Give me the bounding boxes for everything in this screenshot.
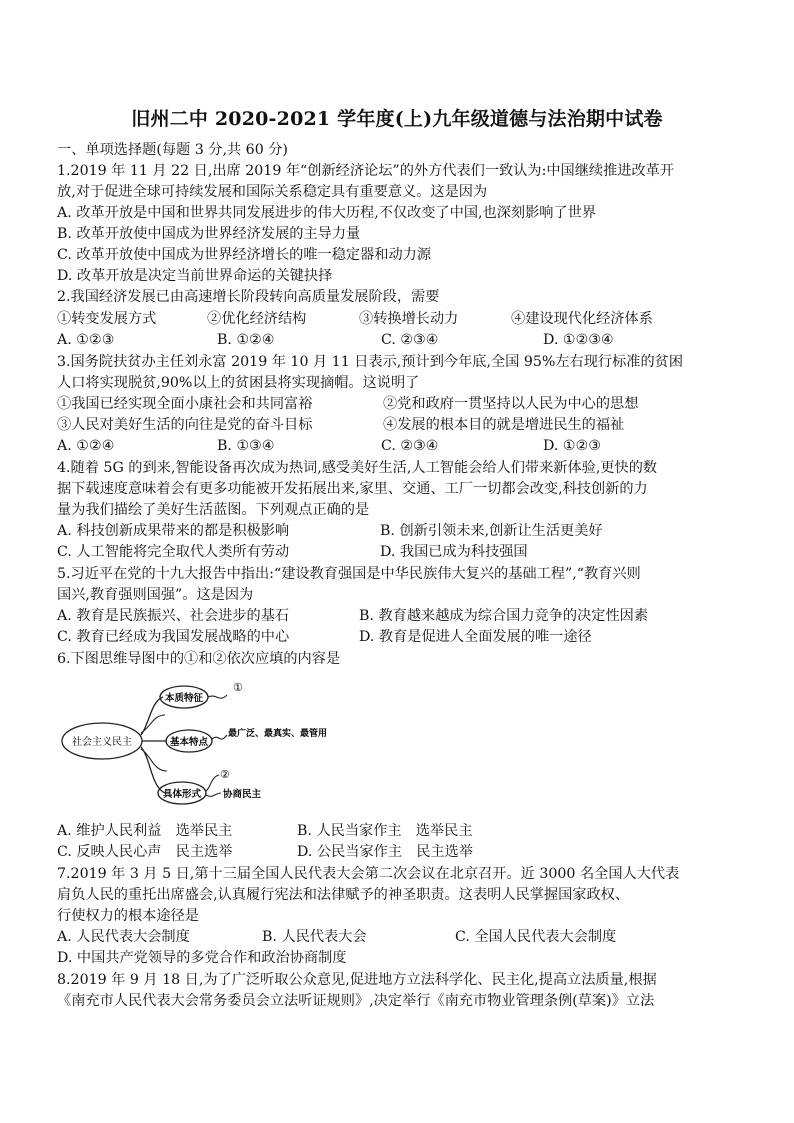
q3-option-b: B. ①③④ [217,438,275,454]
q3-statement-2: ②党和政府一贯坚持以人民为中心的思想 [383,396,639,412]
mindmap-branch3-label: 具体形式 [162,789,202,800]
q6-option-d: D. 公民当家作主 民主选举 [297,844,473,860]
q7-option-c: C. 全国人民代表大会制度 [455,929,617,945]
q3-option-c: C. ②③④ [381,438,439,454]
q4-stem-line3: 量为我们描绘了美好生活蓝图。下列观点正确的是 [57,502,370,518]
mind-map-diagram [55,675,328,810]
q8-stem-line2: 《南充市人民代表大会常务委员会立法听证规则》,决定举行《南充市物业管理条例(草案)》立法 [57,993,655,1009]
q2-option-d: D. ①②③④ [543,332,614,348]
q7-stem-line3: 行使权力的根本途径是 [57,908,199,924]
q2-statement-2: ②优化经济结构 [207,311,307,327]
q7-option-b: B. 人民代表大会 [262,929,367,945]
q2-statement-3: ③转换增长动力 [359,311,459,327]
mindmap-connector-3b [141,749,167,771]
mindmap-link-2 [212,735,227,739]
q7-option-a: A. 人民代表大会制度 [57,929,190,945]
q1-option-a: A. 改革开放是中国和世界共同发展进步的伟大历程,不仅改变了中国,也深刻影响了世界 [57,205,597,221]
q6-option-a: A. 维护人民利益 选举民主 [57,823,233,839]
q3-option-d: D. ①②③ [543,438,602,454]
q4-option-a: A. 科技创新成果带来的都是积极影响 [57,523,290,539]
q2-option-b: B. ①②④ [217,332,275,348]
q3-stem-line2: 人口将实现脱贫,90%以上的贫困县将实现摘帽。这说明了 [57,375,420,391]
q3-statement-1: ①我国已经实现全面小康社会和共同富裕 [57,396,313,412]
q3-stem-line1: 3.国务院扶贫办主任刘永富 2019 年 10 月 11 日表示,预计到今年底,全国 95%左右现行标准的贫困 [57,354,684,370]
section-heading: 一、单项选择题(每题 3 分,共 60 分) [57,142,288,158]
mindmap-center-label: 社会主义民主 [72,737,132,748]
q4-stem-line2: 据下载速度意味着会有更多功能被开发拓展出来,家里、交通、工厂一切都会改变,科技创新的力 [57,481,648,497]
q4-stem-line1: 4.随着 5G 的到来,智能设备再次成为热词,感受美好生活,人工智能会给人们带来新体验,更快的数 [57,460,658,476]
mindmap-blank-1: ① [233,681,243,694]
q7-stem-line2: 肩负人民的重托出席盛会,认真履行宪法和法律赋予的神圣职责。这表明人民掌握国家政权、 [57,887,630,903]
q5-option-d: D. 教育是促进人全面发展的唯一途径 [359,629,592,645]
q4-option-b: B. 创新引领未来,创新让生活更美好 [380,523,603,539]
mindmap-link-3a [206,775,219,791]
exam-title: 旧州二中 2020-2021 学年度(上)九年级道德与法治期中试卷 [131,108,663,130]
q3-statement-3: ③人民对美好生活的向往是党的奋斗目标 [57,417,313,433]
q5-stem-line1: 5.习近平在党的十九大报告中指出:“建设教育强国是中华民族伟大复兴的基础工程”,“教育兴则 [57,566,641,582]
q4-option-c: C. 人工智能将完全取代人类所有劳动 [57,544,290,560]
q2-statement-1: ①转变发展方式 [57,311,157,327]
q4-option-d: D. 我国已成为科技强国 [380,544,528,560]
q6-option-c: C. 反映人民心声 民主选举 [57,844,233,860]
mindmap-blank-2: ② [220,768,230,781]
q2-statement-4: ④建设现代化经济体系 [511,311,653,327]
q5-option-a: A. 教育是民族振兴、社会进步的基石 [57,608,290,624]
mindmap-link-1 [208,695,227,698]
mindmap-connector-1b [141,715,165,733]
q1-option-b: B. 改革开放使中国成为世界经济发展的主导力量 [57,226,361,242]
q2-stem: 2.我国经济发展已由高速增长阶段转向高质量发展阶段，需要 [57,289,440,305]
q5-option-b: B. 教育越来越成为综合国力竞争的决定性因素 [359,608,649,624]
q6-stem: 6.下图思维导图中的①和②依次应填的内容是 [57,651,341,667]
mindmap-branch2-label: 基本特点 [169,737,209,748]
q1-stem-line1: 1.2019 年 11 月 22 日,出席 2019 年“创新经济论坛”的外方代表们一致认为:中国继续推进改革开 [57,163,675,179]
mindmap-feature-text: 最广泛、最真实、最管用 [228,729,328,739]
q8-stem-line1: 8.2019 年 9 月 18 日,为了广泛听取公众意见,促进地方立法科学化、民主化,提高立法质量,根据 [57,972,657,988]
q1-option-d: D. 改革开放是决定当前世界命运的关键抉择 [57,268,333,284]
mindmap-branch1-label: 本质特征 [164,693,204,704]
mindmap-form-text: 协商民主 [223,789,262,800]
q1-option-c: C. 改革开放使中国成为世界经济增长的唯一稳定器和动力源 [57,247,432,263]
q2-option-a: A. ①②③ [57,332,115,348]
q6-option-b: B. 人民当家作主 选举民主 [297,823,473,839]
q2-option-c: C. ②③④ [381,332,439,348]
q7-stem-line1: 7.2019 年 3 月 5 日,第十三届全国人民代表大会第二次会议在北京召开。近 3000 名全国人大代表 [57,866,680,882]
q3-option-a: A. ①②④ [57,438,115,454]
mindmap-link-3b [206,793,221,796]
q5-option-c: C. 教育已经成为我国发展战略的中心 [57,629,290,645]
q1-stem-line2: 放,对于促进全球可持续发展和国际关系稳定具有重要意义。这是因为 [57,184,488,200]
q5-stem-line2: 国兴,教育强则国强”。这是因为 [57,587,254,603]
q3-statement-4: ④发展的根本目的就是增进民生的福祉 [383,417,625,433]
q7-option-d: D. 中国共产党领导的多党合作和政治协商制度 [57,950,347,966]
